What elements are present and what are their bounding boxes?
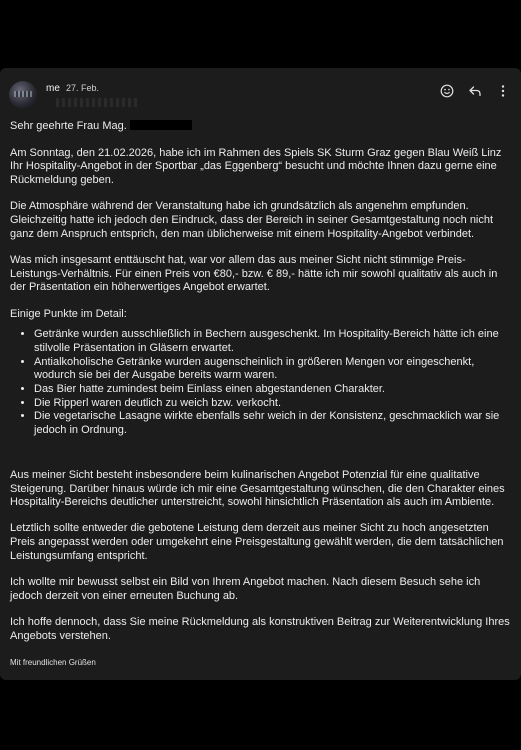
smiley-icon[interactable] [439, 83, 455, 99]
paragraph: Die Atmosphäre während der Veranstaltung habe ich grundsätzlich als angenehm empfunden. Gleichzeitig hatte ich jedoch den Eindruck, dass der Bereich in seiner Gesamtgestaltung noch nicht ganz dem Anspruch entsprich, den man üblicherweise mit einem Hospitality-Angebot verbindet. [10, 200, 494, 240]
list-item: • Die Ripperl waren deutlich zu weich bzw. verkocht. [34, 397, 510, 411]
paragraph: Was mich insgesamt enttäuscht hat, war vor allem das aus meiner Sicht nicht stimmige Preis-Leistungs-Verhältnis. Für einen Preis von €80,- bzw. € 89,- hätte ich mir sowohl qualitativ als auch in der Präsentation ein höherwertiges Angebot erwartet. [10, 253, 498, 294]
signoff: Mit freundlichen Grüßen [10, 657, 96, 667]
paragraph: Ich wollte mir bewusst selbst ein Bild von Ihrem Angebot machen. Nach diesem Besuch sehe ich jedoch derzeit von einer erneuten Buchung ab. [10, 576, 481, 602]
detail-list [10, 328, 510, 438]
redacted-recipient [56, 98, 138, 107]
sender-name[interactable]: me [46, 83, 60, 94]
paragraph: Letztlich sollte entweder die gebotene Leistung dem derzeit aus meiner Sicht zu hoch angesetzten Preis angepasst werden oder umgekehrt eine Preisgestaltung gewählt werden, die dem tatsächlichen Leistungsumfang entspricht. [10, 522, 504, 562]
list-item: • Antialkoholische Getränke wurden augenscheinlich in größeren Mengen vor eingeschenkt, wodurch sie bei der Ausgabe bereits warm waren. [34, 356, 510, 383]
message-date: 27. Feb. [66, 83, 100, 93]
paragraph: Am Sonntag, den 21.02.2026, habe ich im Rahmen des Spiels SK Sturm Graz gegen Blau Weiß Linz Ihr Hospitality-Angebot in der Sportbar „das Eggenberg“ besucht und möchte Ihnen dazu gerne eine Rückmeldung geben. [10, 146, 502, 187]
list-item: • Das Bier hatte zumindest beim Einlass einen abgestandenen Charakter. [34, 383, 510, 397]
reply-arrow-icon[interactable] [467, 83, 483, 99]
email-message-card [0, 68, 521, 680]
list-item: • Die vegetarische Lasagne wirkte ebenfalls sehr weich in der Konsistenz, geschmacklich war sie jedoch in Ordnung. [34, 410, 510, 437]
avatar[interactable] [9, 81, 37, 109]
more-vertical-icon[interactable] [495, 83, 511, 99]
redacted-name [130, 120, 192, 130]
greeting-text: Sehr geehrte Frau Mag. [10, 120, 127, 132]
paragraph: Einige Punkte im Detail: [10, 307, 127, 320]
paragraph: Aus meiner Sicht besteht insbesondere beim kulinarischen Angebot Potenzial für eine qualitative Steigerung. Darüber hinaus würde ich mir eine Gesamtgestaltung wünschen, die den Charakter eines Hospitality-Bereichs deutlicher unterstreicht, sowohl hinsichtlich Präsentation als auch im Ambiente. [10, 468, 505, 509]
paragraph: Ich hoffe dennoch, dass Sie meine Rückmeldung als konstruktiven Beitrag zur Weiterentwicklung Ihres Angebots verstehen. [10, 615, 510, 642]
message-header [0, 68, 521, 112]
list-item: • Getränke wurden ausschließlich in Bechern ausgeschenkt. Im Hospitality-Bereich hätte ich eine stilvolle Präsentation in Gläsern erwartet. [34, 328, 510, 355]
message-body [10, 120, 510, 680]
greeting-line [10, 120, 510, 134]
